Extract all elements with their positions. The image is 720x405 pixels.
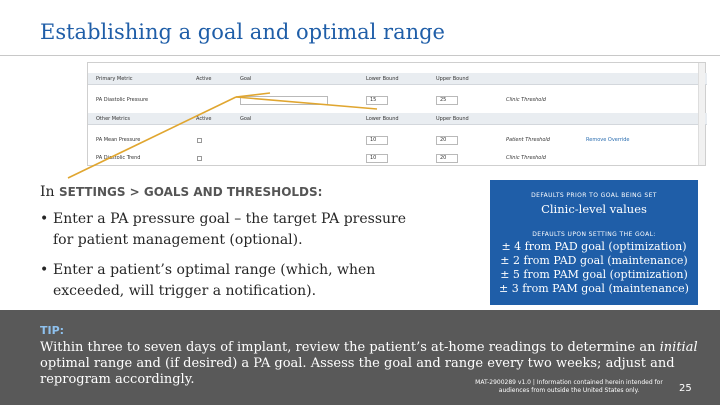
defaults-prior-caption: DEFAULTS PRIOR TO GOAL BEING SET <box>531 192 657 199</box>
defaults-upon-caption: DEFAULTS UPON SETTING THE GOAL: <box>532 231 656 238</box>
metric-name: PA Diastolic Pressure <box>96 97 149 103</box>
column-lower-bound: Lower Bound <box>366 116 399 122</box>
tip-label: TIP: <box>40 324 65 337</box>
column-active: Active <box>196 116 212 122</box>
page-number: 25 <box>679 383 692 394</box>
column-other-metrics: Other Metrics <box>96 116 130 122</box>
column-upper-bound: Upper Bound <box>436 116 469 122</box>
default-line: ± 4 from PAD goal (optimization) <box>501 240 687 253</box>
threshold-source: Clinic Threshold <box>506 97 546 103</box>
lower-bound-input[interactable]: 10 <box>366 136 388 145</box>
defaults-list <box>490 240 698 296</box>
bullet-text: for patient management (optional). <box>53 232 303 248</box>
settings-path-label: SETTINGS > GOALS AND THRESHOLDS: <box>59 185 323 199</box>
default-line: ± 5 from PAM goal (optimization) <box>500 268 688 281</box>
defaults-panel <box>490 180 698 305</box>
bullet-goal <box>40 209 406 251</box>
remove-override-link[interactable]: Remove Override <box>586 137 630 143</box>
default-line: ± 3 from PAM goal (maintenance) <box>499 282 689 295</box>
clinic-level-values: Clinic-level values <box>541 202 647 216</box>
bullet-text: Enter a patient’s optimal range (which, when <box>53 262 376 278</box>
tip-line-2: optimal range and (if desired) a PA goal. Assess the goal and range every two weeks; adjust and <box>40 356 675 371</box>
bullet-text: exceeded, will trigger a notification). <box>53 283 317 299</box>
column-primary-metric: Primary Metric <box>96 76 133 82</box>
column-active: Active <box>196 76 212 82</box>
default-line: ± 2 from PAD goal (maintenance) <box>500 254 688 267</box>
bullet-symbol: • <box>40 262 49 278</box>
column-goal: Goal <box>240 76 252 82</box>
legal-footnote: MAT-2900289 v1.0 | Information contained herein intended for audiences from outside the United States only. <box>475 379 663 394</box>
metric-name: PA Diastolic Trend <box>96 155 141 161</box>
lower-bound-input[interactable]: 10 <box>366 154 388 163</box>
arrow-to-goal-tip <box>236 93 270 97</box>
settings-path <box>40 184 322 200</box>
tip-band <box>0 310 720 405</box>
bullet-range <box>40 260 375 302</box>
upper-bound-input[interactable]: 25 <box>436 96 458 105</box>
upper-bound-input[interactable]: 20 <box>436 154 458 163</box>
slide-title: Establishing a goal and optimal range <box>40 20 445 44</box>
tip-line-3: reprogram accordingly. <box>40 372 195 387</box>
arrow-to-range <box>236 97 377 109</box>
arrow-to-goal <box>68 97 236 178</box>
lower-bound-input[interactable]: 15 <box>366 96 388 105</box>
lead-prefix: In <box>40 184 55 200</box>
bullet-text: Enter a PA pressure goal – the target PA pressure <box>53 211 407 227</box>
column-upper-bound: Upper Bound <box>436 76 469 82</box>
upper-bound-input[interactable]: 20 <box>436 136 458 145</box>
tip-line-1: Within three to seven days of implant, review the patient’s at-home readings to determine an <box>40 340 656 355</box>
column-lower-bound: Lower Bound <box>366 76 399 82</box>
column-goal: Goal <box>240 116 252 122</box>
tip-emphasis: initial <box>659 340 698 355</box>
bullet-symbol: • <box>40 211 49 227</box>
metric-name: PA Mean Pressure <box>96 137 141 143</box>
threshold-source: Clinic Threshold <box>506 155 546 161</box>
threshold-source: Patient Threshold <box>506 137 550 143</box>
